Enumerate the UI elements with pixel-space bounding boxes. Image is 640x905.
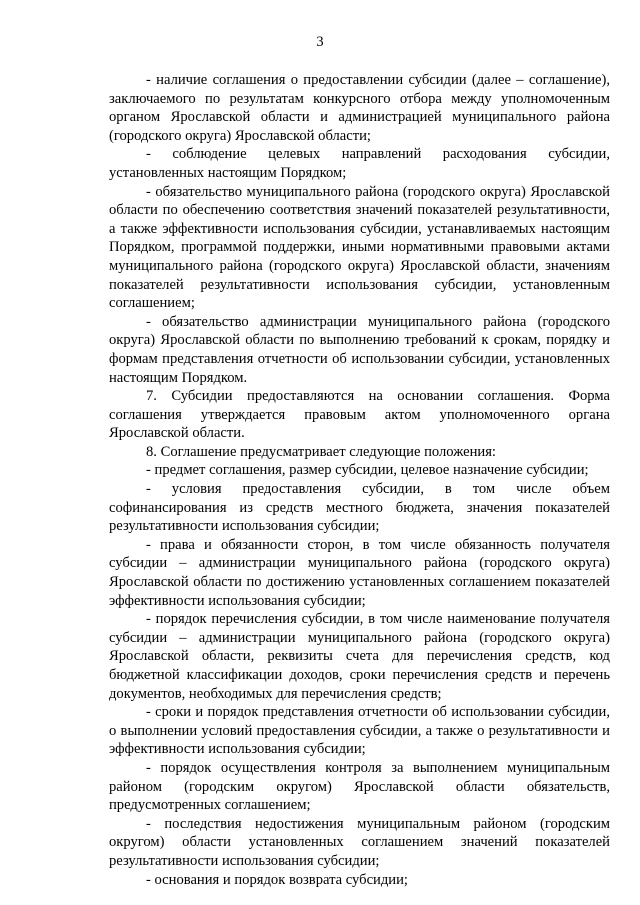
document-body: [109, 71, 610, 889]
paragraph-condition-agreement: - наличие соглашения о предоставлении субсидии (далее – соглашение), заключаемого по результатам конкурсного отбора между уполномоченным органом Ярославской области и администрацией муниципального района (городского округа) Ярославской области;: [109, 72, 610, 144]
paragraph-condition-reporting: - обязательство администрации муниципального района (городского округа) Ярославской области по выполнению требований к срокам, порядку и формам представления отчетности об использовании субсидии, установленных настоящим Порядком.: [109, 313, 610, 386]
paragraph-item-8: 8. Соглашение предусматривает следующие положения:: [146, 443, 496, 460]
paragraph-condition-target-use: - соблюдение целевых направлений расходования субсидии, установленных настоящим Порядком;: [109, 146, 610, 181]
paragraph-provision-rights: - права и обязанности сторон, в том числе обязанность получателя субсидии – администрации муниципального района (городского округа) Ярославской области по достижению установленных соглашением показателей эффективности использования субсидии;: [109, 536, 610, 609]
paragraph-provision-consequences: - последствия недостижения муниципальным районом (городским округом) области установленных соглашением значений показателей результативности использования субсидии;: [109, 815, 610, 869]
paragraph-provision-conditions: - условия предоставления субсидии, в том числе объем софинансирования из средств местного бюджета, значения показателей результативности использования субсидии;: [109, 481, 610, 535]
paragraph-condition-indicators: - обязательство муниципального района (городского округа) Ярославской области по обеспечению соответствия значений показателей результативности, а также эффективности использования субсидии, устанавливаемых настоящим Порядком, программой поддержки, иными нормативными правовыми актами муниципального района (городского округа) Ярославской области, значениям показателей результативности использования субсидии, установленным соглашением;: [109, 183, 610, 312]
paragraph-item-7: 7. Субсидии предоставляются на основании соглашения. Форма соглашения утверждается правовым актом уполномоченного органа Ярославской области.: [109, 388, 610, 442]
paragraph-provision-reporting: - сроки и порядок представления отчетности об использовании субсидии, о выполнении условий предоставления субсидии, а также о результативности и эффективности использования субсидии;: [109, 704, 610, 758]
paragraph-provision-return: - основания и порядок возврата субсидии;: [146, 871, 408, 888]
paragraph-provision-subject: - предмет соглашения, размер субсидии, целевое назначение субсидии;: [146, 462, 589, 479]
paragraph-provision-transfer: - порядок перечисления субсидии, в том числе наименование получателя субсидии – администрации муниципального района (городского округа) Ярославской области, реквизиты счета для перечисления средств, код бюджетной классификации доходов, сроки перечисления средств и перечень документов, необходимых для перечисления средств;: [109, 611, 610, 702]
paragraph-provision-control: - порядок осуществления контроля за выполнением муниципальным районом (городским округом) Ярославской области обязательств, предусмотренных соглашением;: [109, 759, 610, 814]
page-number: 3: [316, 34, 324, 50]
